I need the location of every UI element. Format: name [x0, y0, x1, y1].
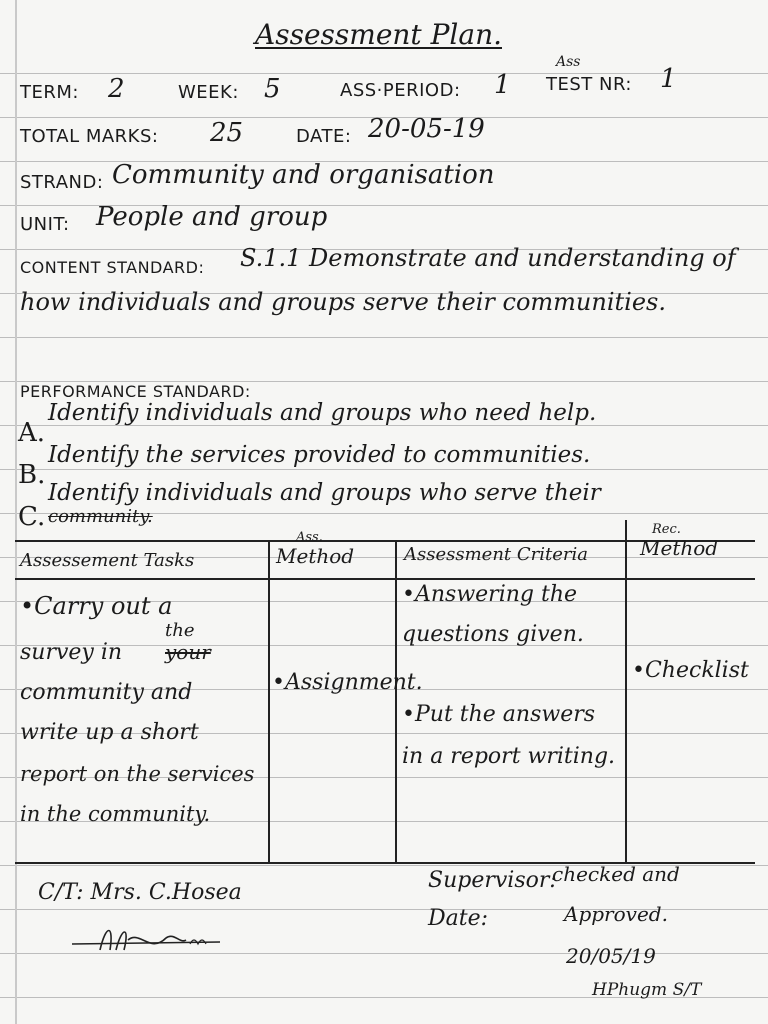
- table-col-divider-3: [625, 520, 627, 862]
- task-line-1: •Carry out a: [20, 592, 173, 620]
- perf-item-c-text2: community.: [48, 506, 153, 527]
- page-margin-line: [15, 0, 17, 1024]
- date-value: 20-05-19: [368, 114, 485, 144]
- footer-date-label: Date:: [428, 906, 489, 931]
- marks-value: 25: [210, 118, 244, 148]
- footer-date-value: 20/05/19: [566, 944, 656, 968]
- method-value: •Assignment.: [272, 670, 423, 695]
- perf-item-a-text: Identify individuals and groups who need help.: [48, 400, 597, 426]
- criteria-line-4: in a report writing.: [402, 744, 616, 769]
- perf-item-b-letter: B.: [18, 460, 46, 490]
- week-value: 5: [264, 74, 281, 104]
- test-prefix: Ass: [556, 54, 581, 70]
- content-standard-line1: S.1.1 Demonstrate and understanding of: [240, 244, 736, 272]
- perf-item-c-text: Identify individuals and groups who serve their: [48, 480, 601, 506]
- criteria-line-3: •Put the answers: [402, 702, 596, 727]
- supervisor-value: checked and: [552, 862, 680, 886]
- performance-standard-label: PERFORMANCE STANDARD:: [20, 382, 251, 401]
- approved-text: Approved.: [564, 902, 668, 926]
- task-line-5: report on the services: [20, 762, 255, 786]
- criteria-line-1: •Answering the: [402, 582, 578, 607]
- page-title: Assessment Plan.: [255, 18, 502, 51]
- period-value: 1: [494, 70, 511, 100]
- perf-item-b-text: Identify the services provided to communities.: [48, 442, 591, 468]
- rec-method-value: •Checklist: [632, 658, 749, 683]
- unit-value: People and group: [96, 202, 328, 232]
- header-rec-prefix: Rec.: [652, 522, 681, 537]
- task-line-3: community and: [20, 680, 193, 705]
- class-teacher-name: C/T: Mrs. C.Hosea: [38, 880, 242, 905]
- header-rec-method: Method: [640, 536, 719, 560]
- term-label: TERM:: [20, 82, 79, 103]
- content-standard-line2: how individuals and groups serve their communities.: [20, 288, 666, 316]
- table-header-divider: [15, 578, 755, 580]
- table-col-divider-1: [268, 540, 270, 862]
- strand-label: STRAND:: [20, 172, 104, 193]
- unit-label: UNIT:: [20, 214, 70, 235]
- content-standard-label: CONTENT STANDARD:: [20, 258, 205, 277]
- period-label: ASS·PERIOD:: [340, 80, 461, 101]
- marks-label: TOTAL MARKS:: [20, 126, 159, 147]
- table-col-divider-2: [395, 540, 397, 862]
- header-ass-method: Method: [276, 544, 355, 568]
- perf-item-a-letter: A.: [18, 418, 46, 448]
- perf-item-c-letter: C.: [18, 502, 46, 532]
- task-line-4: write up a short: [20, 720, 199, 745]
- criteria-line-2: questions given.: [402, 622, 584, 647]
- strand-value: Community and organisation: [112, 160, 495, 190]
- supervisor-label: Supervisor:: [428, 868, 557, 893]
- term-value: 2: [108, 74, 125, 104]
- date-label: DATE:: [296, 126, 352, 147]
- task-corrected-word: the: [165, 620, 195, 641]
- test-value: 1: [660, 64, 677, 94]
- header-method-prefix: Ass.: [296, 530, 323, 545]
- teacher-signature: [70, 920, 230, 960]
- task-line-6: in the community.: [20, 802, 211, 826]
- week-label: WEEK:: [178, 82, 239, 103]
- header-assessment-criteria: Assessment Criteria: [404, 544, 588, 565]
- header-assessment-tasks: Assessement Tasks: [20, 550, 195, 571]
- task-line-2: survey in: [20, 640, 123, 665]
- test-label: TEST NR:: [546, 74, 632, 95]
- task-struck-word: your: [165, 640, 211, 664]
- supervisor-sign: HPhugm S/T: [592, 980, 702, 1000]
